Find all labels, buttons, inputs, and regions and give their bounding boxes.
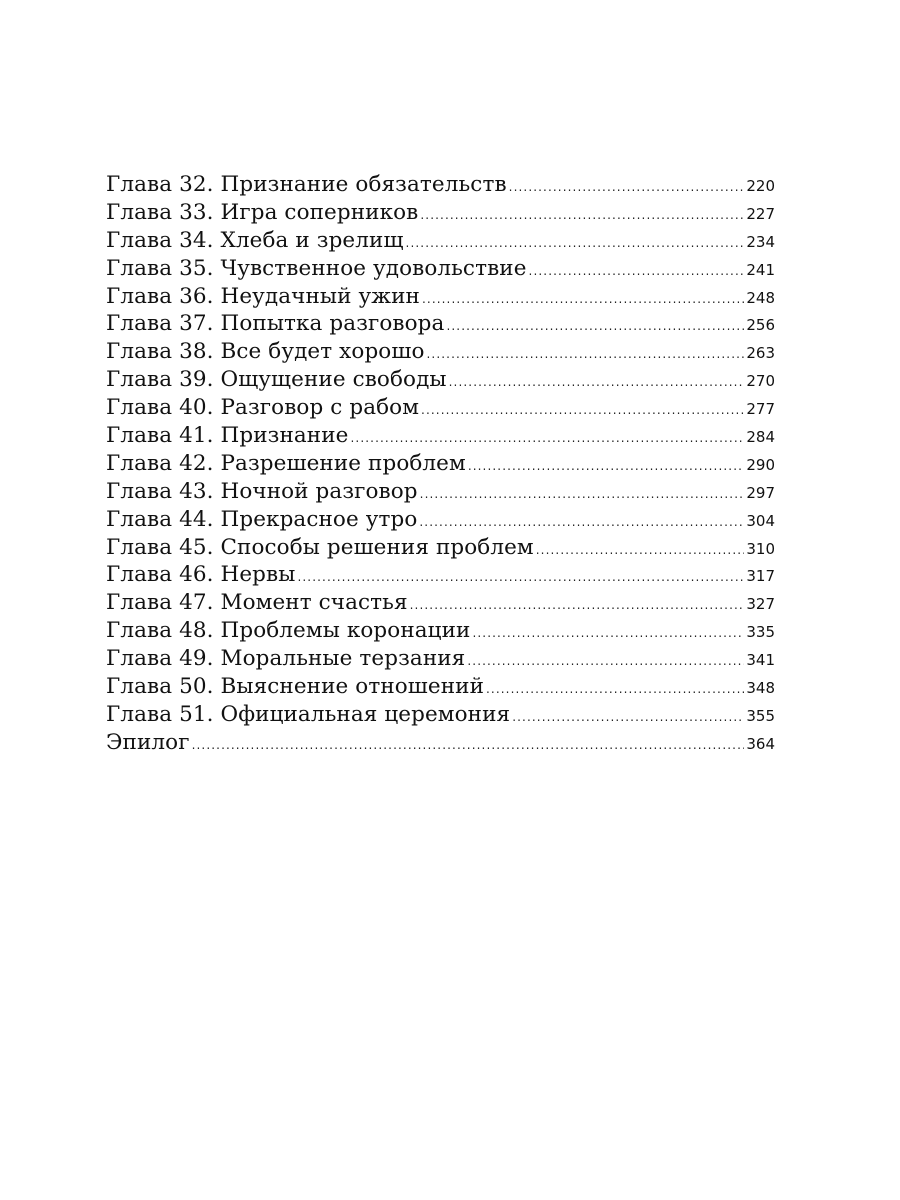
toc-entry bbox=[106, 561, 775, 589]
toc-entry bbox=[106, 534, 775, 562]
toc-entry-title: Эпилог bbox=[106, 729, 190, 755]
toc-entry bbox=[106, 450, 775, 478]
toc-entry bbox=[106, 171, 775, 199]
toc-entry-title: Глава 39. Ощущение свободы bbox=[106, 367, 447, 393]
dot-leader bbox=[467, 648, 744, 676]
dot-leader bbox=[421, 397, 744, 425]
toc-entry-page: 256 bbox=[746, 316, 775, 335]
toc-entry bbox=[106, 227, 775, 255]
toc-entry-page: 248 bbox=[746, 288, 775, 307]
toc-entry-page: 297 bbox=[746, 483, 775, 502]
toc-entry-page: 263 bbox=[746, 344, 775, 363]
toc-entry bbox=[106, 729, 775, 757]
toc-entry bbox=[106, 478, 775, 506]
dot-leader bbox=[422, 286, 744, 314]
toc-entry-title: Глава 47. Момент счастья bbox=[106, 590, 408, 616]
dot-leader bbox=[472, 620, 744, 648]
toc-entry bbox=[106, 645, 775, 673]
dot-leader bbox=[410, 592, 745, 620]
dot-leader bbox=[420, 481, 745, 509]
toc-entry-title: Глава 38. Все будет хорошо bbox=[106, 339, 425, 365]
dot-leader bbox=[446, 313, 744, 341]
toc-entry bbox=[106, 283, 775, 311]
toc-entry-title: Глава 35. Чувственное удовольствие bbox=[106, 255, 527, 281]
toc-entry bbox=[106, 366, 775, 394]
toc-entry-title: Глава 42. Разрешение проблем bbox=[106, 450, 466, 476]
toc-entry-page: 348 bbox=[746, 679, 775, 698]
dot-leader bbox=[486, 676, 744, 704]
toc-entry-page: 335 bbox=[746, 623, 775, 642]
dot-leader bbox=[529, 258, 745, 286]
toc-entry-title: Глава 33. Игра соперников bbox=[106, 199, 419, 225]
toc-entry-page: 277 bbox=[746, 400, 775, 419]
toc-entry-title: Глава 43. Ночной разговор bbox=[106, 478, 418, 504]
toc-entry bbox=[106, 255, 775, 283]
toc-entry bbox=[106, 673, 775, 701]
toc-entry-page: 227 bbox=[746, 204, 775, 223]
toc-entry bbox=[106, 422, 775, 450]
toc-entry-page: 234 bbox=[746, 232, 775, 251]
toc-entry-title: Глава 51. Официальная церемония bbox=[106, 701, 511, 727]
dot-leader bbox=[509, 174, 745, 202]
dot-leader bbox=[297, 564, 744, 592]
toc-entry-title: Глава 34. Хлеба и зрелищ bbox=[106, 227, 404, 253]
dot-leader bbox=[536, 537, 745, 565]
dot-leader bbox=[420, 202, 744, 230]
toc-entry bbox=[106, 589, 775, 617]
toc-entry bbox=[106, 338, 775, 366]
toc-entry-title: Глава 48. Проблемы коронации bbox=[106, 618, 471, 644]
toc-entry-page: 341 bbox=[746, 651, 775, 670]
toc-entry-page: 241 bbox=[746, 260, 775, 279]
toc-entry bbox=[106, 310, 775, 338]
dot-leader bbox=[351, 425, 745, 453]
toc-entry-page: 270 bbox=[746, 372, 775, 391]
toc-entry-title: Глава 40. Разговор с рабом bbox=[106, 395, 420, 421]
toc-entry-page: 290 bbox=[746, 455, 775, 474]
toc-entry bbox=[106, 394, 775, 422]
dot-leader bbox=[512, 704, 744, 732]
toc-entry-page: 355 bbox=[746, 706, 775, 725]
toc-entry-title: Глава 46. Нервы bbox=[106, 562, 296, 588]
toc-entry-page: 364 bbox=[746, 734, 775, 753]
toc-entry bbox=[106, 701, 775, 729]
dot-leader bbox=[449, 369, 745, 397]
toc-entry-title: Глава 32. Признание обязательств bbox=[106, 172, 507, 197]
toc-entry-page: 284 bbox=[746, 428, 775, 447]
dot-leader bbox=[419, 509, 744, 537]
toc-entry-title: Глава 44. Прекрасное утро bbox=[106, 506, 418, 532]
dot-leader bbox=[468, 453, 745, 481]
table-of-contents bbox=[106, 171, 775, 757]
dot-leader bbox=[427, 341, 745, 369]
toc-entry-title: Глава 41. Признание bbox=[106, 423, 349, 449]
dot-leader bbox=[406, 230, 745, 258]
toc-entry-page: 220 bbox=[746, 177, 775, 195]
toc-entry-page: 327 bbox=[746, 595, 775, 614]
toc-entry-title: Глава 45. Способы решения проблем bbox=[106, 534, 534, 560]
toc-entry-page: 304 bbox=[746, 511, 775, 530]
toc-entry-title: Глава 50. Выяснение отношений bbox=[106, 674, 484, 700]
toc-entry-page: 317 bbox=[746, 567, 775, 586]
toc-entry-page: 310 bbox=[746, 539, 775, 558]
toc-entry-title: Глава 36. Неудачный ужин bbox=[106, 283, 420, 309]
dot-leader bbox=[192, 732, 745, 760]
toc-entry bbox=[106, 199, 775, 227]
toc-entry bbox=[106, 506, 775, 534]
toc-entry-title: Глава 49. Моральные терзания bbox=[106, 646, 466, 672]
toc-entry bbox=[106, 617, 775, 645]
toc-entry-title: Глава 37. Попытка разговора bbox=[106, 311, 445, 337]
